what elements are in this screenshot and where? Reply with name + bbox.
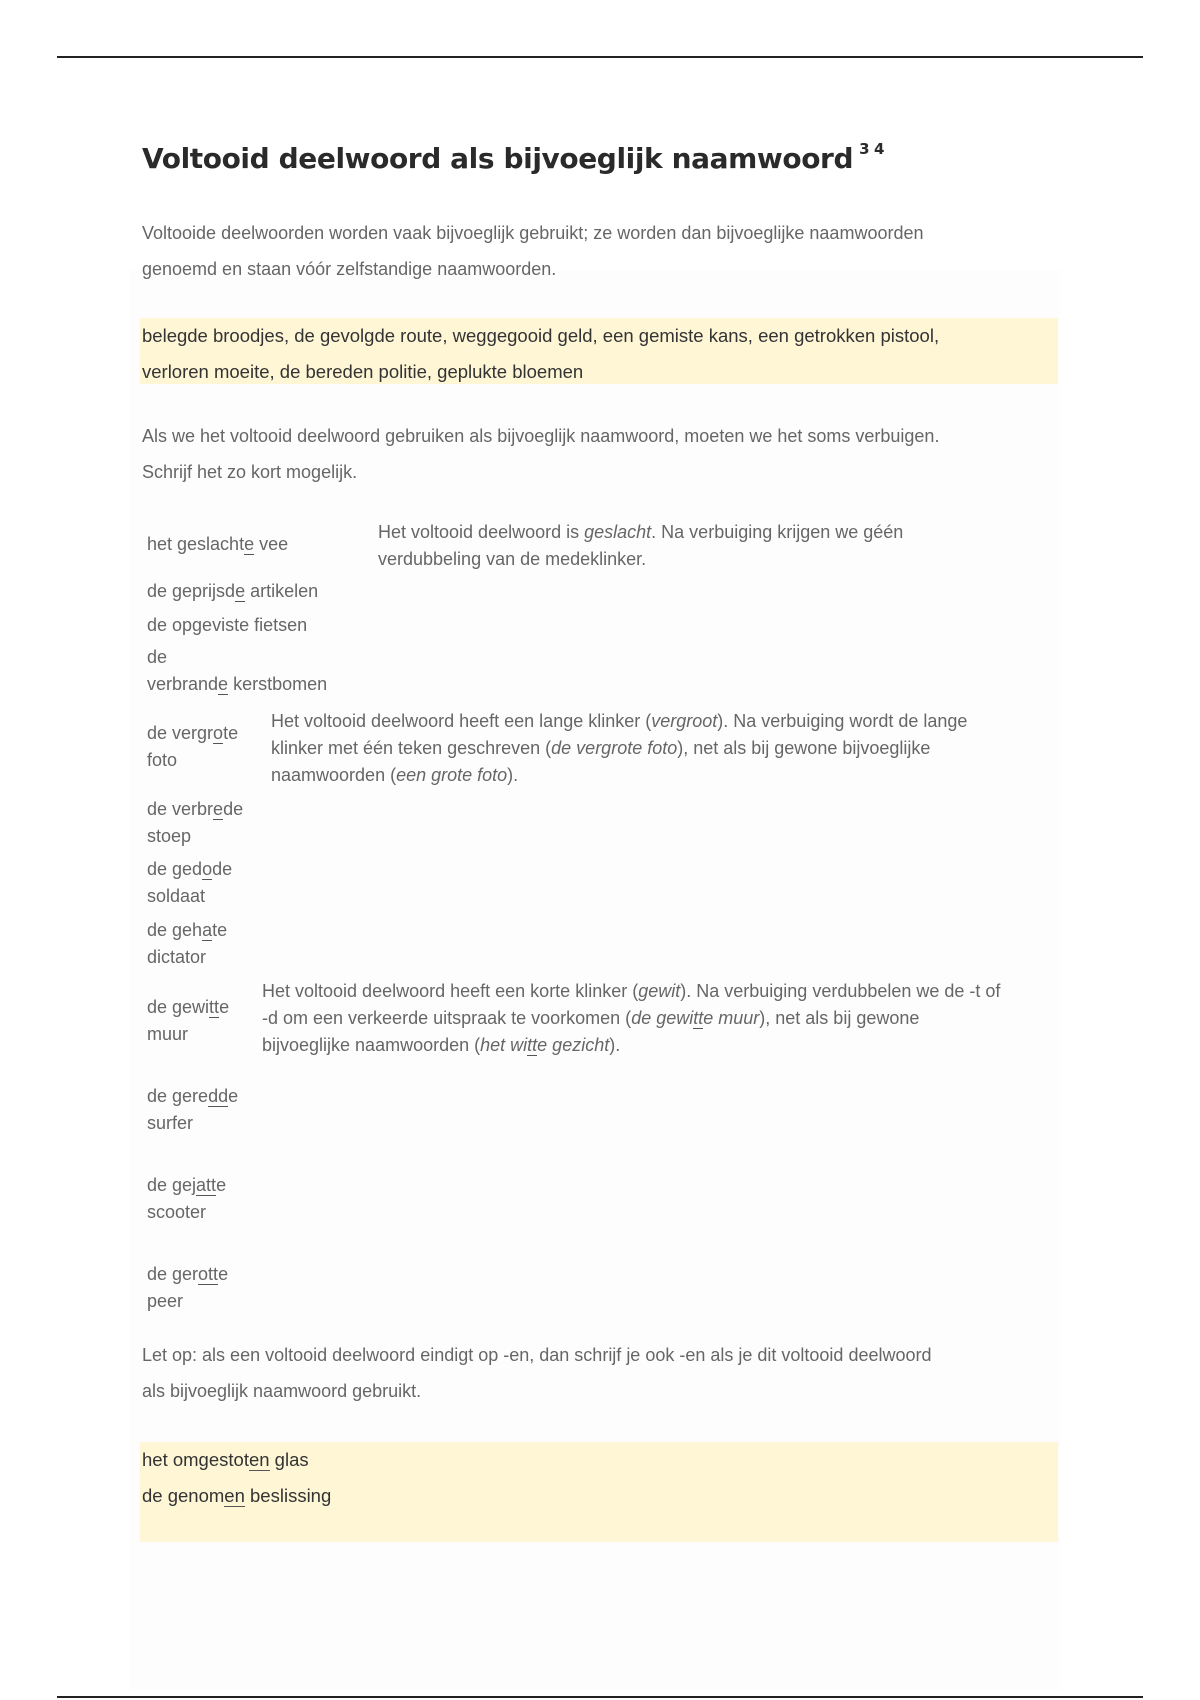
list-item: de gerotte peer [147, 1264, 229, 1311]
note-group-2: Het voltooid deelwoord heeft een lange klinker (vergroot). Na verbuiging wordt de lange klinker met één teken geschreven (de vergrote foto), net als bij gewone bijvoeglijke naamwoorden (een grote foto). [271, 711, 968, 785]
list-item: de geredde surfer [147, 1086, 239, 1133]
list-item: de gedode soldaat [147, 859, 233, 906]
list-item: de verbrede stoep [147, 799, 244, 846]
list-item: de gehate dictator [147, 920, 228, 967]
list-item: de opgeviste fietsen [147, 615, 308, 635]
list-item: de genomen beslissing [142, 1485, 332, 1506]
intro-paragraph: Voltooide deelwoorden worden vaak bijvoeglijk gebruikt; ze worden dan bijvoeglijke naamwoorden genoemd en staan vóór zelfstandige naamwoorden. [142, 223, 924, 279]
list-item: de gejatte scooter [147, 1175, 227, 1222]
note-group-1: Het voltooid deelwoord is geslacht. Na verbuiging krijgen we géén verdubbeling van de medeklinker. [378, 522, 904, 569]
letop-paragraph: Let op: als een voltooid deelwoord eindigt op -en, dan schrijf je ook -en als je dit voltooid deelwoord als bijvoeglijk naamwoord gebruikt. [142, 1345, 932, 1401]
list-item: de verbrande kerstbomen [147, 647, 328, 694]
list-item: het omgestoten glas [142, 1449, 309, 1470]
footnote-refs: 3 4 [859, 140, 885, 158]
top-rule [57, 56, 1143, 58]
list-item: de vergrote foto [147, 723, 239, 770]
page-title: Voltooid deelwoord als bijvoeglijk naamwoord $^{3 4}$ [142, 140, 885, 175]
example-box-2 [140, 1442, 1058, 1542]
rule-paragraph: Als we het voltooid deelwoord gebruiken als bijvoeglijk naamwoord, moeten we het soms verbuigen. Schrijf het zo kort mogelijk. [142, 426, 940, 482]
list-item: het geslachte vee [147, 534, 289, 554]
note-group-3: Het voltooid deelwoord heeft een korte klinker (gewit). Na verbuiging verdubbelen we de -t of -d om een verkeerde uitspraak te voorkomen (de gewitte muur), net als bij gewone bijvoeglijke naamwoorden (het witte gezicht). [262, 981, 1001, 1055]
bottom-rule [57, 1696, 1143, 1698]
example-box-1: belegde broodjes, de gevolgde route, weggegooid geld, een gemiste kans, een getrokken pistool, verloren moeite, de bereden politie, geplukte bloemen [140, 318, 1058, 384]
list-item: de gewitte muur [147, 997, 230, 1044]
list-item: de geprijsde artikelen [147, 581, 319, 601]
